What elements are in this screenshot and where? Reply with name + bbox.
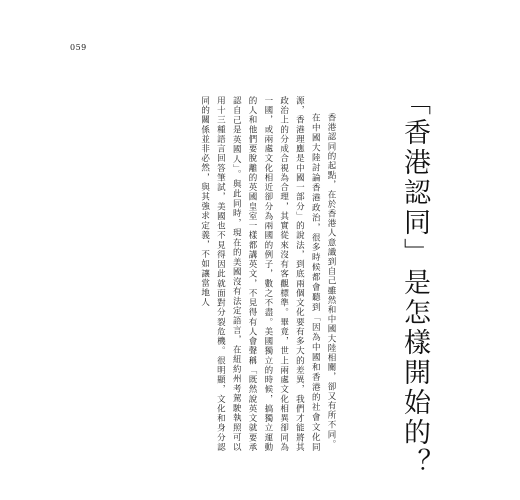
chapter-title: 「香港認同」是怎樣開始的？	[399, 88, 430, 478]
body-text	[120, 96, 338, 452]
paragraph-1: 香港認同的起點，在於香港人意識到自己雖然和中國大陸相關，卻又有所不同。	[326, 113, 336, 449]
paragraph-2: 在中國大陸討論香港政治，很多時候都會聽到「因為中國和香港的社會文化同源，香港理應是中國一部分」的說法，到底兩個文化要有多大的差異，我們才能將其政治上的分成合視為合理，其實從來沒有客觀標準。畢竟，世上兩處文化相異卻同為一國，或兩處文化相近卻分為兩國的例子，數之不盡。美國獨立的時候，搞獨立運動的人和他們要脫離的英國皇室一樣都講英文，不見得有人會聲稱「既然說英文就要承認自己是英國人」。與此同時，現在的美國沒有法定語言，在紐約州考駕駛執照可以用十三種語言回答筆試，美國也不見得因此就面對分裂危機。很明顯，文化和身分認同的關係並非必然，與其強求定義，不如讓當地人	[199, 96, 321, 452]
page-number: 059	[70, 43, 87, 52]
